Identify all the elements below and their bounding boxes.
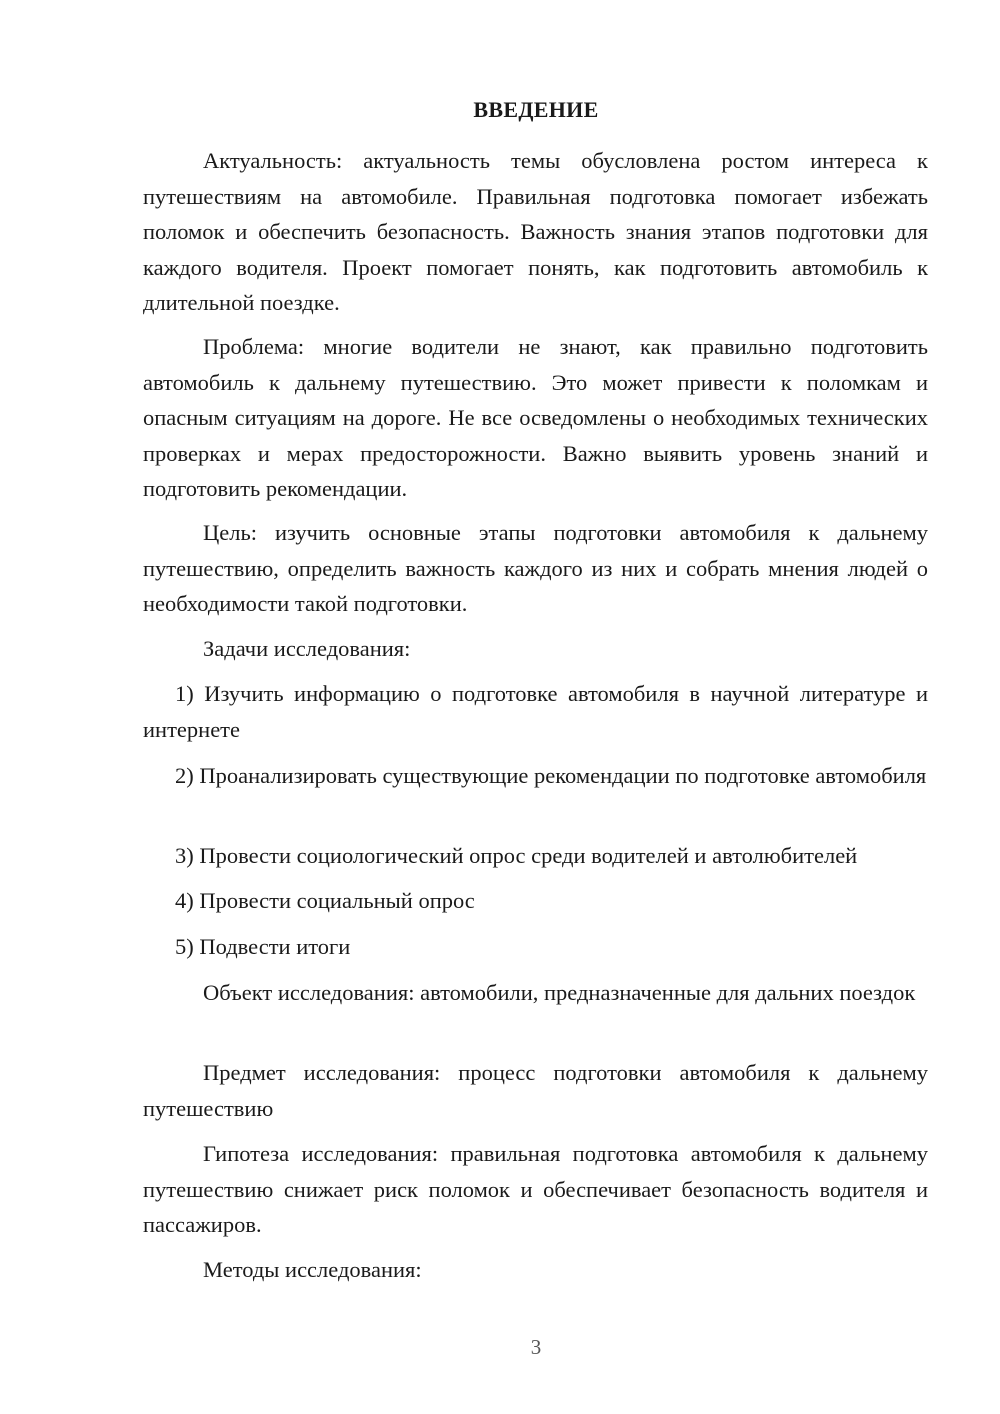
paragraph-problem: Проблема: многие водители не знают, как правильно подготовить автомобиль к дальнему путешествию. Это может привести к поломкам и опасным ситуациям на дороге. Не все осведомлены о необходимых технических проверках и мерах предосторожности. Важно выявить уровень знаний и подготовить рекомендации. — [143, 334, 928, 501]
task-item-4: 4) Провести социальный опрос — [175, 888, 475, 913]
paragraph-hypothesis: Гипотеза исследования: правильная подготовка автомобиля к дальнему путешествию снижает риск поломок и обеспечивает безопасность водителя и пассажиров. — [143, 1141, 928, 1237]
tasks-title: Задачи исследования: — [203, 636, 411, 661]
paragraph-goal: Цель: изучить основные этапы подготовки автомобиля к дальнему путешествию, определить важность каждого из них и собрать мнения людей о необходимости такой подготовки. — [143, 520, 928, 616]
task-item-3: 3) Провести социологический опрос среди водителей и автолюбителей — [175, 843, 858, 868]
task-item-5: 5) Подвести итоги — [175, 934, 351, 959]
paragraph-relevance: Актуальность: актуальность темы обусловлена ростом интереса к путешествиям на автомобиле. Правильная подготовка помогает избежать поломок и обеспечить безопасность. Важность знания этапов подготовки для каждого водителя. Проект помогает понять, как подготовить автомобиль к длительной поездке. — [143, 148, 928, 315]
methods-title: Методы исследования: — [203, 1257, 422, 1282]
task-item-1: 1) Изучить информацию о подготовке автомобиля в научной литературе и интернете — [143, 681, 928, 742]
page-title: ВВЕДЕНИЕ — [473, 97, 599, 122]
page-number: 3 — [530, 1335, 542, 1359]
task-item-2: 2) Проанализировать существующие рекомендации по подготовке автомобиля — [175, 763, 927, 788]
paragraph-object: Объект исследования: автомобили, предназначенные для дальних поездок — [203, 980, 916, 1005]
paragraph-subject: Предмет исследования: процесс подготовки автомобиля к дальнему путешествию — [143, 1060, 928, 1121]
